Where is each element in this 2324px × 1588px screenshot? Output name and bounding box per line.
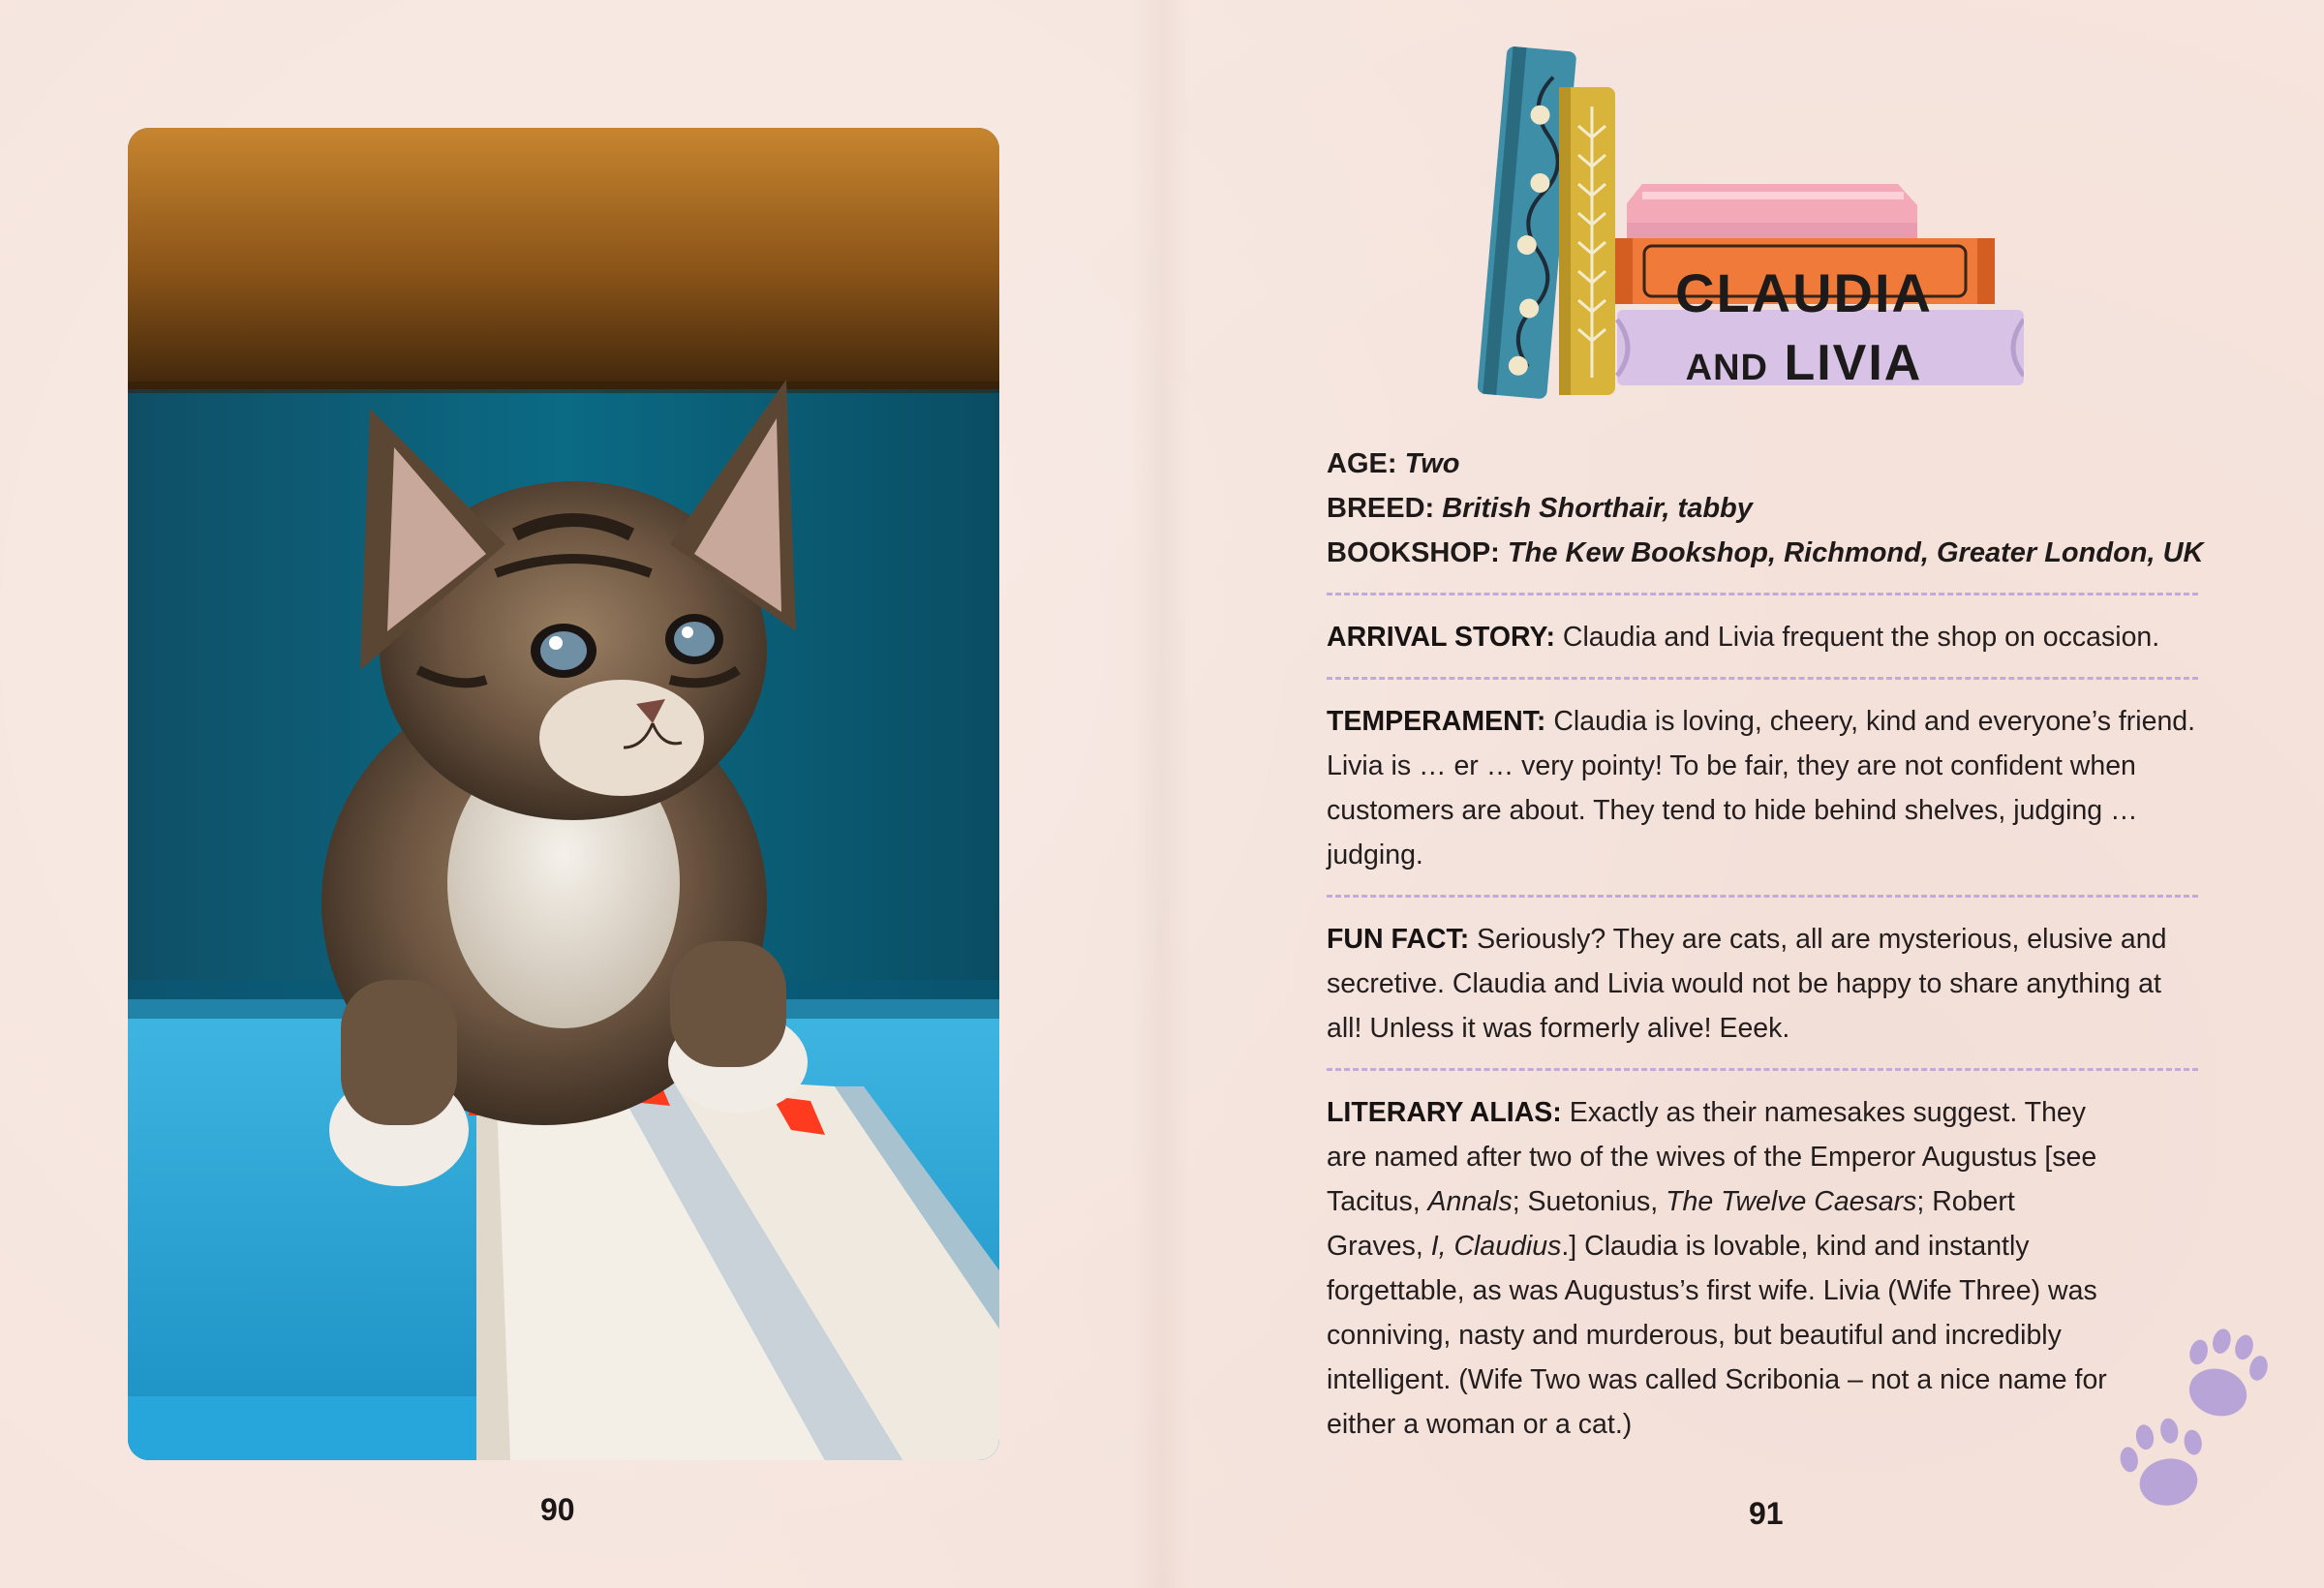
literary-alias-text-1: Exactly as their namesakes suggest. They are named after two of the wives of the Emperor Augustus [see Tacitus, bbox=[1327, 1097, 2097, 1217]
bookshop-line bbox=[1327, 531, 2204, 575]
fun-fact-text: Seriously? They are cats, all are mysterious, elusive and secretive. Claudia and Livia would not be happy to share anything at all! Unless it was formerly alive! Eeek. bbox=[1327, 924, 2167, 1044]
bookshop-label: BOOKSHOP: bbox=[1327, 537, 1500, 568]
arrival-story-paragraph bbox=[1327, 615, 2198, 659]
literary-alias-paragraph bbox=[1327, 1090, 2111, 1447]
paw-prints-icon bbox=[2101, 1307, 2285, 1530]
breed-label: BREED: bbox=[1327, 493, 1435, 524]
title-and: AND bbox=[1685, 348, 1768, 388]
temperament-paragraph bbox=[1327, 699, 2198, 877]
literary-alias-text-2: ; Suetonius, bbox=[1512, 1186, 1667, 1217]
literary-alias-italic-2: The Twelve Caesars bbox=[1666, 1186, 1917, 1217]
basics-block bbox=[1327, 442, 2204, 593]
page-number-right: 91 bbox=[1749, 1496, 1784, 1531]
fun-fact-label: FUN FACT: bbox=[1327, 924, 1470, 955]
literary-alias-text-4: .] Claudia is lovable, kind and instantly forgettable, as was Augustus’s first wife. Livia (Wife Three) was conniving, nasty and murderous, but beautiful and incredibly intelligent. (Wife Two was called Scribonia – not a nice name for either a woman or a cat.) bbox=[1327, 1231, 2107, 1440]
cat-profile bbox=[1327, 442, 2204, 1464]
age-label: AGE: bbox=[1327, 448, 1397, 479]
kitten-photo bbox=[128, 128, 999, 1460]
title-second-name: LIVIA bbox=[1784, 335, 1923, 391]
breed-value: British Shorthair, tabby bbox=[1442, 493, 1753, 524]
page-number-left: 90 bbox=[540, 1492, 575, 1527]
cat-name-title-line1: CLAUDIA bbox=[1675, 262, 1933, 323]
age-line bbox=[1327, 442, 2198, 486]
arrival-story-text: Claudia and Livia frequent the shop on occasion. bbox=[1562, 622, 2160, 653]
literary-alias-text-3: ; Robert Graves, bbox=[1327, 1186, 2015, 1262]
arrival-story-section bbox=[1327, 593, 2198, 677]
fun-fact-paragraph bbox=[1327, 917, 2198, 1051]
temperament-text: Claudia is loving, cheery, kind and everyone’s friend. Livia is … er … very pointy! To be fair, they are not confident when customers are about. They tend to hide behind shelves, judging … judging. bbox=[1327, 706, 2196, 870]
age-value: Two bbox=[1404, 448, 1460, 479]
temperament-section bbox=[1327, 677, 2198, 895]
temperament-label: TEMPERAMENT: bbox=[1327, 706, 1546, 737]
literary-alias-section bbox=[1327, 1068, 2198, 1464]
literary-alias-italic-1: Annals bbox=[1427, 1186, 1513, 1217]
breed-line bbox=[1327, 486, 2198, 531]
cat-name-title-line2 bbox=[1620, 334, 1988, 392]
bookshop-value: The Kew Bookshop, Richmond, Greater London, UK bbox=[1507, 537, 2204, 568]
fun-fact-section bbox=[1327, 895, 2198, 1068]
literary-alias-label: LITERARY ALIAS: bbox=[1327, 1097, 1562, 1128]
arrival-story-label: ARRIVAL STORY: bbox=[1327, 622, 1555, 653]
page-gutter bbox=[1133, 0, 1191, 1588]
literary-alias-italic-3: I, Claudius bbox=[1430, 1231, 1562, 1262]
